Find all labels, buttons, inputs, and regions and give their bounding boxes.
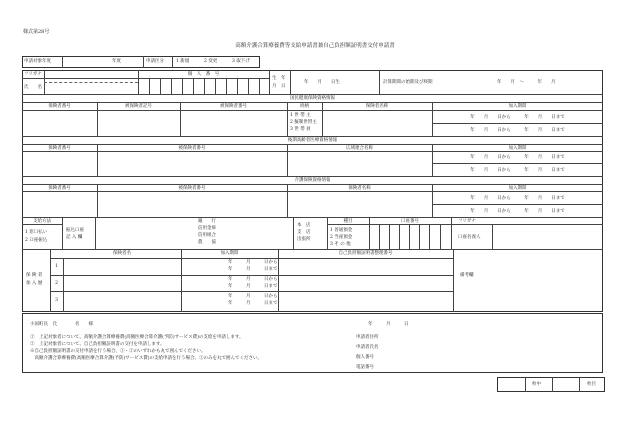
applicant-name-label: 申請者氏名	[356, 345, 379, 350]
kaigo-col-insurer-name: 保険者名称	[348, 186, 371, 191]
period-label: 計算期間の始期及び終期	[383, 80, 433, 85]
note-1: ① 上記対象者について、高額介護合算療養費(高額医療合算介護(予防)サービス費)の支給を申請します。	[30, 335, 244, 340]
method-cash[interactable]: 1 窓口払い	[25, 230, 48, 235]
holder-furigana-label: フリガナ	[458, 219, 476, 224]
history-to-1[interactable]: 年 月 日まで	[228, 267, 278, 272]
history-row-2: 2	[55, 281, 58, 286]
kouki-col-insurer-no: 保険者番号	[48, 146, 71, 151]
kokuho-col-period: 加入期間	[508, 104, 527, 109]
holder-name-label: 口座名義人	[458, 235, 481, 240]
note-2: ② 上記対象者について、自己負担額証明書の交付を申請します。	[30, 342, 165, 347]
applicant-phone-label: 電話番号	[356, 365, 374, 370]
submit-date[interactable]: 年 月 日	[368, 322, 409, 327]
kokuho-period-1[interactable]: 年 月 日から 年 月 日まで	[470, 115, 565, 120]
year-label: 申請対象年度	[24, 59, 51, 64]
kouki-col-union-name: 広域連合名称	[346, 146, 373, 151]
kokuho-col-insurer-name: 保険者名称	[365, 104, 389, 109]
method-transfer[interactable]: 2 口座振込	[25, 238, 48, 243]
applicant-id-label: 個人番号	[356, 355, 374, 360]
account-type-label: 種目	[343, 219, 353, 224]
branch-branch[interactable]: 支 店	[297, 230, 311, 235]
kouki-col-insured-no: 被保険者番号	[178, 146, 206, 151]
kaigo-period-1[interactable]: 年 月 日から 年 月 日まで	[470, 196, 565, 201]
form-title: 高額介護合算療養費等支給申請書兼自己負担額証明書交付申請書	[235, 43, 395, 49]
kokuho-col-insurer-no: 保険者番号	[48, 104, 71, 109]
history-from-3[interactable]: 年 月 日から	[228, 294, 278, 299]
kaigo-period-2[interactable]: 年 月 日から 年 月 日まで	[470, 209, 565, 214]
header-row	[22, 56, 260, 68]
page-current-label: 枚目	[587, 382, 596, 387]
history-side-label: 保 険 者	[26, 273, 43, 278]
birth-value[interactable]: 年 月 日生	[304, 80, 340, 85]
applicant-address-label: 申請者住所	[356, 335, 379, 340]
history-row-1: 1	[55, 264, 58, 269]
bank-type-bank[interactable]: 銀 行	[198, 219, 216, 224]
mayor-address: 小国町長 氏 名 様	[30, 322, 93, 327]
bank-type-shinkin[interactable]: 信用金庫	[198, 226, 216, 231]
type-withdraw[interactable]: 3 取下げ	[232, 59, 250, 64]
kouki-section-title: 後期高齢者医療資格情報	[287, 138, 338, 143]
history-from-1[interactable]: 年 月 日から	[228, 260, 278, 265]
type-new[interactable]: 1 新規	[176, 59, 190, 64]
kaigo-col-insured-no: 被保険者番号	[178, 186, 206, 191]
branch-main[interactable]: 本 店	[297, 223, 311, 228]
relation-head[interactable]: 1 世 帯 主	[290, 113, 311, 118]
kouki-period-1[interactable]: 年 月 日から 年 月 日まで	[470, 155, 565, 160]
history-col-cert: 自己負担額証明書整理番号	[338, 251, 393, 256]
period-value[interactable]: 年 月 〜 年 月	[497, 80, 556, 85]
account-number-label: 口座番号	[401, 219, 419, 224]
relation-member[interactable]: 3 世 帯 員	[290, 127, 311, 132]
year-suffix: 年度	[112, 59, 121, 64]
history-col-period: 加入期間	[220, 251, 239, 256]
remarks-label: 備考欄	[460, 273, 474, 278]
kaigo-section-title: 介護保険資格情報	[294, 178, 331, 183]
history-to-2[interactable]: 年 月 日まで	[228, 284, 278, 289]
kokuho-section-title: 国民健康保険資格情報	[290, 96, 335, 101]
branch-office[interactable]: 出張所	[297, 237, 311, 242]
kouki-period-2[interactable]: 年 月 日から 年 月 日まで	[470, 168, 565, 173]
kokuho-col-symbol: 被保険者記号	[125, 104, 152, 109]
history-row-3: 3	[55, 298, 58, 303]
kokuho-col-relation: 続柄	[300, 104, 309, 109]
payment-method-label: 支給方法	[33, 219, 51, 224]
birth-label: 生 年	[272, 76, 286, 81]
furigana-label: フリガナ	[24, 72, 42, 77]
history-from-2[interactable]: 年 月 日から	[228, 277, 278, 282]
form-number: 様式第28号	[23, 29, 50, 35]
account-type-current[interactable]: 2 当座預金	[330, 235, 353, 240]
kaigo-col-period: 加入期間	[508, 186, 527, 191]
birth-label-2: 月 日	[272, 84, 286, 89]
bank-type-nokyo[interactable]: 農 協	[198, 240, 216, 245]
type-label: 申請区分	[146, 59, 164, 64]
relation-quasi-head[interactable]: 2 擬制世帯主	[290, 120, 317, 125]
kokuho-col-insured-no: 被保険者番号	[220, 104, 247, 109]
note-3: ※自己負担額証明書の交付申請を行う場合、①・②のいずれかも丸で囲んでください。	[30, 349, 206, 354]
kouki-col-period: 加入期間	[508, 146, 527, 151]
history-side-label-2: 加 入 歴	[26, 281, 43, 286]
type-change[interactable]: 2 変更	[204, 59, 218, 64]
page-total-label: 枚中	[532, 382, 541, 387]
transfer-label-2: 記 入 欄	[66, 235, 83, 240]
account-type-other[interactable]: 3 そ の 他	[330, 242, 351, 247]
history-col-insurer-name: 保険者名	[113, 251, 131, 256]
kaigo-col-insurer-no: 保険者番号	[48, 186, 71, 191]
note-4: 高額介護合算療養費(高額医療合算介護(予防)サービス費)の支給申請を行う場合、①のみを丸で囲んでください。	[30, 356, 263, 361]
name-label: 氏 名	[24, 85, 42, 90]
transfer-label: 振込口座	[66, 228, 84, 233]
bank-type-kumiai[interactable]: 信用組合	[198, 233, 216, 238]
history-to-3[interactable]: 年 月 日まで	[228, 301, 278, 306]
kokuho-period-2[interactable]: 年 月 日から 年 月 日まで	[470, 128, 565, 133]
account-type-ordinary[interactable]: 1 普通預金	[330, 228, 353, 233]
personal-number-label: 個 人 番 号	[187, 72, 220, 77]
